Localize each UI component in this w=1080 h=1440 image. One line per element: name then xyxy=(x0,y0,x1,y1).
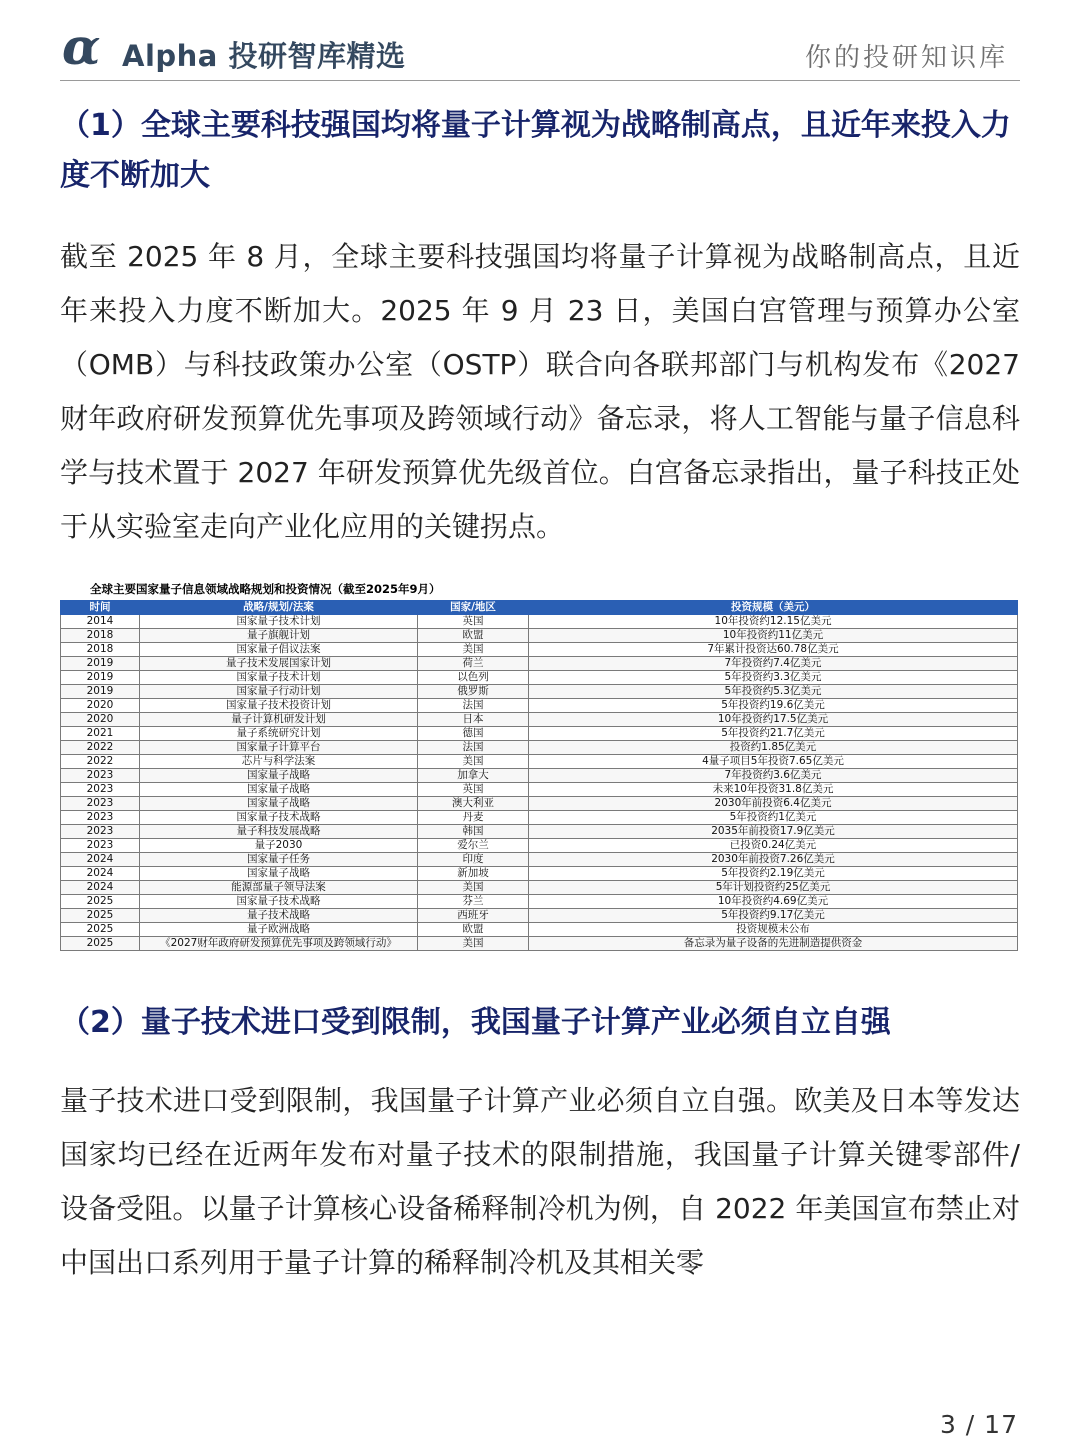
cell-investment: 5年投资约5.3亿美元 xyxy=(529,685,1018,699)
investment-table xyxy=(60,600,1018,951)
section-2-paragraph: 量子技术进口受到限制，我国量子计算产业必须自立自强。欧美及日本等发达国家均已经在近两年发布对量子技术的限制措施，我国量子计算关键零部件/设备受阻。以量子计算核心设备稀释制冷机为例，自 2022 年美国宣布禁止对中国出口系列用于量子计算的稀释制冷机及其相关零 xyxy=(60,1084,1020,1279)
cell-country: 美国 xyxy=(418,755,529,769)
header-tagline: 你的投研知识库 xyxy=(804,43,1008,73)
cell-time: 2023 xyxy=(61,769,140,783)
cell-strategy: 《2027财年政府研发预算优先事项及跨领域行动》 xyxy=(140,937,418,951)
cell-time: 2020 xyxy=(61,699,140,713)
cell-investment: 投资规模未公布 xyxy=(529,923,1018,937)
table-header-row xyxy=(61,601,1018,615)
table-row xyxy=(61,783,1018,797)
cell-time: 2014 xyxy=(61,615,140,629)
cell-country: 欧盟 xyxy=(418,923,529,937)
cell-strategy: 国家量子行动计划 xyxy=(140,685,418,699)
cell-country: 印度 xyxy=(418,853,529,867)
table-row xyxy=(61,825,1018,839)
cell-country: 韩国 xyxy=(418,825,529,839)
cell-strategy: 国家量子战略 xyxy=(140,797,418,811)
cell-investment: 5年计划投资约25亿美元 xyxy=(529,881,1018,895)
cell-time: 2018 xyxy=(61,629,140,643)
table-row xyxy=(61,769,1018,783)
cell-time: 2025 xyxy=(61,895,140,909)
table-row xyxy=(61,685,1018,699)
cell-strategy: 国家量子任务 xyxy=(140,853,418,867)
cell-time: 2024 xyxy=(61,853,140,867)
cell-strategy: 量子计算机研发计划 xyxy=(140,713,418,727)
header-investment: 投资规模（美元） xyxy=(529,601,1018,615)
cell-country: 加拿大 xyxy=(418,769,529,783)
cell-investment: 2030年前投资7.26亿美元 xyxy=(529,853,1018,867)
cell-time: 2023 xyxy=(61,839,140,853)
cell-country: 英国 xyxy=(418,783,529,797)
cell-time: 2022 xyxy=(61,741,140,755)
cell-investment: 10年投资约17.5亿美元 xyxy=(529,713,1018,727)
table-row xyxy=(61,657,1018,671)
cell-country: 美国 xyxy=(418,881,529,895)
cell-investment: 4量子项目5年投资7.65亿美元 xyxy=(529,755,1018,769)
cell-strategy: 量子技术发展国家计划 xyxy=(140,657,418,671)
cell-country: 日本 xyxy=(418,713,529,727)
cell-strategy: 国家量子技术战略 xyxy=(140,811,418,825)
cell-country: 以色列 xyxy=(418,671,529,685)
cell-strategy: 国家量子战略 xyxy=(140,769,418,783)
cell-country: 爱尔兰 xyxy=(418,839,529,853)
table-body xyxy=(61,615,1018,951)
cell-investment: 2030年前投资6.4亿美元 xyxy=(529,797,1018,811)
page-header xyxy=(60,17,1020,81)
table-row xyxy=(61,643,1018,657)
table-row xyxy=(61,853,1018,867)
alpha-logo-icon: α xyxy=(62,17,101,76)
cell-investment: 5年投资约2.19亿美元 xyxy=(529,867,1018,881)
table-row xyxy=(61,895,1018,909)
cell-investment: 5年投资约19.6亿美元 xyxy=(529,699,1018,713)
cell-time: 2024 xyxy=(61,881,140,895)
table-row xyxy=(61,629,1018,643)
brand-name: Alpha 投研智库精选 xyxy=(122,39,406,73)
table-title: 全球主要国家量子信息领域战略规划和投资情况（截至2025年9月） xyxy=(90,582,441,596)
cell-country: 法国 xyxy=(418,699,529,713)
cell-time: 2019 xyxy=(61,657,140,671)
cell-strategy: 国家量子技术计划 xyxy=(140,615,418,629)
cell-investment: 10年投资约11亿美元 xyxy=(529,629,1018,643)
cell-investment: 7年投资约7.4亿美元 xyxy=(529,657,1018,671)
cell-country: 澳大利亚 xyxy=(418,797,529,811)
cell-country: 丹麦 xyxy=(418,811,529,825)
cell-investment: 5年投资约9.17亿美元 xyxy=(529,909,1018,923)
cell-country: 荷兰 xyxy=(418,657,529,671)
table-row xyxy=(61,937,1018,951)
cell-investment: 5年投资约3.3亿美元 xyxy=(529,671,1018,685)
cell-time: 2025 xyxy=(61,923,140,937)
table-row xyxy=(61,811,1018,825)
cell-time: 2019 xyxy=(61,671,140,685)
table-row xyxy=(61,713,1018,727)
cell-time: 2025 xyxy=(61,937,140,951)
cell-time: 2023 xyxy=(61,797,140,811)
cell-investment: 5年投资约1亿美元 xyxy=(529,811,1018,825)
cell-time: 2023 xyxy=(61,783,140,797)
cell-strategy: 量子2030 xyxy=(140,839,418,853)
cell-investment: 已投资0.24亿美元 xyxy=(529,839,1018,853)
section-2-title: （2）量子技术进口受到限制，我国量子计算产业必须自立自强 xyxy=(60,1005,891,1040)
cell-country: 俄罗斯 xyxy=(418,685,529,699)
table-row xyxy=(61,909,1018,923)
section-1-title: （1）全球主要科技强国均将量子计算视为战略制高点，且近年来投入力度不断加大 xyxy=(60,108,1011,193)
cell-country: 法国 xyxy=(418,741,529,755)
cell-country: 西班牙 xyxy=(418,909,529,923)
cell-country: 英国 xyxy=(418,615,529,629)
header-strategy: 战略/规划/法案 xyxy=(140,601,418,615)
cell-strategy: 能源部量子领导法案 xyxy=(140,881,418,895)
cell-strategy: 量子欧洲战略 xyxy=(140,923,418,937)
cell-time: 2019 xyxy=(61,685,140,699)
cell-time: 2023 xyxy=(61,811,140,825)
table-row xyxy=(61,615,1018,629)
cell-time: 2024 xyxy=(61,867,140,881)
cell-strategy: 国家量子技术战略 xyxy=(140,895,418,909)
page-number: 3 / 17 xyxy=(939,1410,1018,1439)
cell-investment: 7年累计投资达60.78亿美元 xyxy=(529,643,1018,657)
table-row xyxy=(61,881,1018,895)
cell-strategy: 芯片与科学法案 xyxy=(140,755,418,769)
cell-strategy: 量子旗舰计划 xyxy=(140,629,418,643)
cell-strategy: 国家量子战略 xyxy=(140,783,418,797)
table-row xyxy=(61,727,1018,741)
cell-strategy: 量子系统研究计划 xyxy=(140,727,418,741)
section-1-paragraph: 截至 2025 年 8 月，全球主要科技强国均将量子计算视为战略制高点，且近年来投入力度不断加大。2025 年 9 月 23 日，美国白宫管理与预算办公室（OMB）与科技政策办公室（OSTP）联合向各联邦部门与机构发布《2027 财年政府研发预算优先事项及跨领域行动》备忘录，将人工智能与量子信息科学与技术置于 2027 年研发预算优先级首位。白宫备忘录指出，量子科技正处于从实验室走向产业化应用的关键拐点。 xyxy=(60,240,1020,543)
cell-investment: 2035年前投资17.9亿美元 xyxy=(529,825,1018,839)
cell-strategy: 量子技术战略 xyxy=(140,909,418,923)
cell-country: 欧盟 xyxy=(418,629,529,643)
cell-investment: 投资约1.85亿美元 xyxy=(529,741,1018,755)
cell-strategy: 国家量子倡议法案 xyxy=(140,643,418,657)
table-row xyxy=(61,867,1018,881)
cell-country: 芬兰 xyxy=(418,895,529,909)
table-row xyxy=(61,755,1018,769)
table-row xyxy=(61,671,1018,685)
cell-strategy: 国家量子战略 xyxy=(140,867,418,881)
header-country: 国家/地区 xyxy=(418,601,529,615)
cell-country: 德国 xyxy=(418,727,529,741)
cell-time: 2020 xyxy=(61,713,140,727)
table-row xyxy=(61,797,1018,811)
cell-investment: 10年投资约4.69亿美元 xyxy=(529,895,1018,909)
cell-country: 美国 xyxy=(418,937,529,951)
cell-strategy: 国家量子计算平台 xyxy=(140,741,418,755)
cell-country: 美国 xyxy=(418,643,529,657)
table-row xyxy=(61,923,1018,937)
cell-strategy: 量子科技发展战略 xyxy=(140,825,418,839)
cell-country: 新加坡 xyxy=(418,867,529,881)
cell-strategy: 国家量子技术计划 xyxy=(140,671,418,685)
table-row xyxy=(61,741,1018,755)
cell-time: 2023 xyxy=(61,825,140,839)
cell-time: 2025 xyxy=(61,909,140,923)
cell-strategy: 国家量子技术投资计划 xyxy=(140,699,418,713)
cell-investment: 备忘录为量子设备的先进制造提供资金 xyxy=(529,937,1018,951)
cell-investment: 未来10年投资31.8亿美元 xyxy=(529,783,1018,797)
cell-investment: 5年投资约21.7亿美元 xyxy=(529,727,1018,741)
cell-time: 2022 xyxy=(61,755,140,769)
investment-table-figure xyxy=(60,578,1020,951)
cell-investment: 10年投资约12.15亿美元 xyxy=(529,615,1018,629)
header-time: 时间 xyxy=(61,601,140,615)
table-row xyxy=(61,699,1018,713)
table-row xyxy=(61,839,1018,853)
cell-investment: 7年投资约3.6亿美元 xyxy=(529,769,1018,783)
cell-time: 2018 xyxy=(61,643,140,657)
cell-time: 2021 xyxy=(61,727,140,741)
